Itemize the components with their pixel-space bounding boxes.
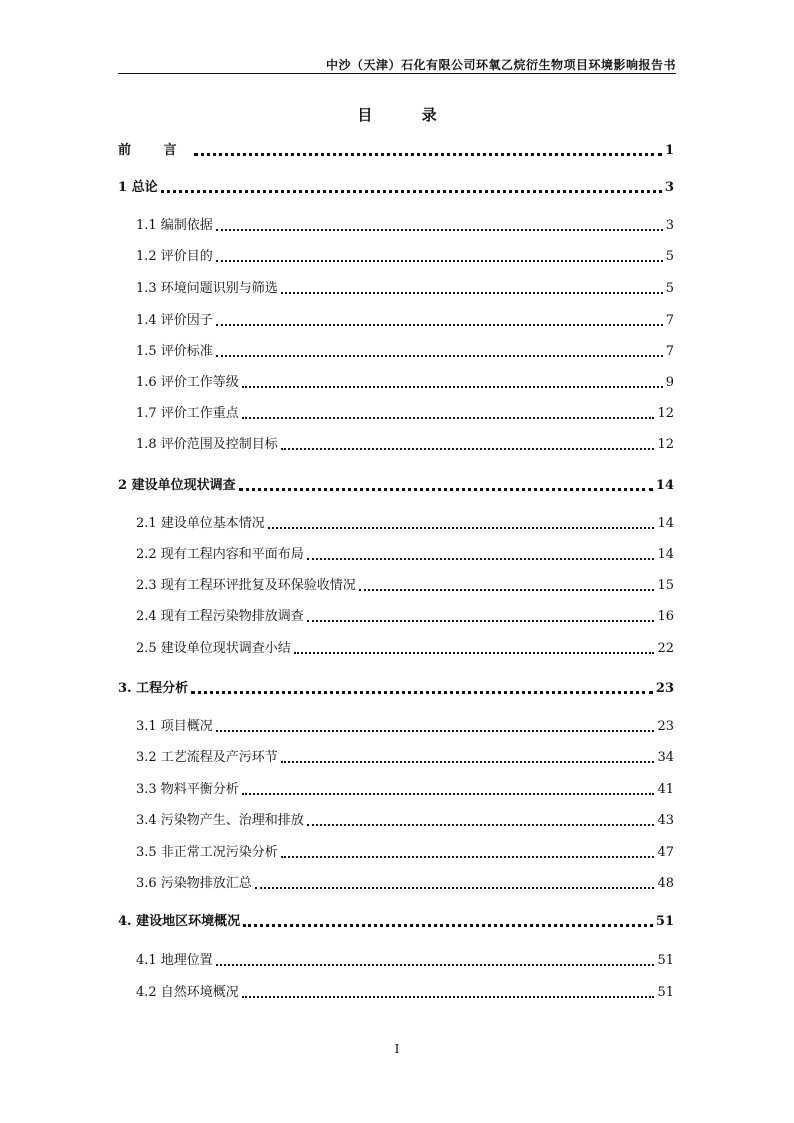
dot-leader — [281, 292, 663, 294]
toc-entry-1-1[interactable] — [118, 217, 674, 235]
dot-leader — [242, 386, 663, 388]
toc-entry-2-5[interactable] — [118, 640, 674, 658]
toc-entry-preface[interactable] — [118, 142, 674, 160]
toc-entry-label: 2.5 建设单位现状调查小结 — [136, 641, 291, 656]
toc-entry-label: 3.4 污染物产生、治理和排放 — [136, 813, 304, 828]
dot-leader — [242, 996, 655, 998]
toc-entry-label: 1.8 评价范围及控制目标 — [136, 437, 278, 452]
toc-entry-3-5[interactable] — [118, 844, 674, 862]
toc-entry-2-4[interactable] — [118, 608, 674, 626]
toc-entry-1-5[interactable] — [118, 343, 674, 361]
dot-leader — [307, 558, 655, 560]
toc-entry-page: 5 — [665, 249, 674, 264]
toc-entry-page: 51 — [657, 985, 674, 1000]
toc-entry-label: 4. 建设地区环境概况 — [118, 914, 241, 929]
dot-leader — [216, 229, 663, 231]
dot-leader — [268, 527, 655, 529]
toc-entry-page: 1 — [664, 143, 674, 158]
dot-leader — [359, 589, 655, 591]
toc-entry-1-8[interactable] — [118, 436, 674, 454]
toc-entry-label: 1.1 编制依据 — [136, 218, 213, 233]
dot-leader — [216, 355, 663, 357]
dot-leader — [242, 793, 655, 795]
dot-leader — [281, 856, 655, 858]
toc-entry-label: 4.1 地理位置 — [136, 953, 213, 968]
toc-entry-1-3[interactable] — [118, 280, 674, 298]
toc-entry-label: 2.1 建设单位基本情况 — [136, 516, 265, 531]
toc-entry-page: 3 — [665, 218, 674, 233]
toc-entry-label: 3.2 工艺流程及产污环节 — [136, 750, 278, 765]
toc-entry-page: 43 — [657, 813, 674, 828]
toc-entry-label: 3. 工程分析 — [118, 681, 189, 696]
toc-entry-label: 1 总论 — [118, 180, 158, 195]
toc-entry-page: 51 — [655, 914, 674, 929]
toc-entry-page: 3 — [664, 180, 674, 195]
toc-entry-chapter-2[interactable] — [118, 477, 674, 495]
toc-entry-page: 14 — [657, 516, 674, 531]
toc-entry-page: 16 — [657, 609, 674, 624]
toc-entry-page: 23 — [655, 681, 674, 696]
dot-leader — [216, 260, 663, 262]
toc-entry-label: 1.4 评价因子 — [136, 313, 213, 328]
toc-entry-page: 5 — [665, 281, 674, 296]
dot-leader — [191, 691, 653, 694]
toc-entry-chapter-4[interactable] — [118, 913, 674, 931]
header-divider — [118, 73, 676, 74]
toc-entry-label: 1.2 评价目的 — [136, 249, 213, 264]
dot-leader — [161, 190, 662, 193]
toc-entry-page: 47 — [657, 845, 674, 860]
toc-entry-1-7[interactable] — [118, 405, 674, 423]
toc-entry-page: 12 — [657, 406, 674, 421]
dot-leader — [194, 153, 662, 156]
toc-entry-label: 2 建设单位现状调查 — [118, 478, 236, 493]
toc-entry-1-4[interactable] — [118, 312, 674, 330]
running-header: 中沙（天津）石化有限公司环氧乙烷衍生物项目环境影响报告书 — [325, 58, 676, 72]
toc-entry-label: 1.3 环境问题识别与筛选 — [136, 281, 278, 296]
toc-entry-label: 2.4 现有工程污染物排放调查 — [136, 609, 304, 624]
toc-entry-label: 1.7 评价工作重点 — [136, 406, 239, 421]
toc-entry-page: 14 — [655, 478, 674, 493]
toc-entry-label: 3.3 物料平衡分析 — [136, 782, 239, 797]
toc-entry-2-1[interactable] — [118, 515, 674, 533]
toc-entry-1-6[interactable] — [118, 374, 674, 392]
toc-entry-label: 3.5 非正常工况污染分析 — [136, 845, 278, 860]
toc-entry-label: 3.1 项目概况 — [136, 719, 213, 734]
dot-leader — [307, 824, 655, 826]
toc-entry-chapter-3[interactable] — [118, 680, 674, 698]
toc-entry-label: 前 言 — [118, 143, 191, 158]
toc-title: 目 录 — [357, 106, 459, 124]
dot-leader — [243, 924, 653, 927]
toc-entry-page: 48 — [657, 876, 674, 891]
toc-entry-label: 2.2 现有工程内容和平面布局 — [136, 547, 304, 562]
toc-entry-4-2[interactable] — [118, 984, 674, 1002]
toc-entry-page: 51 — [657, 953, 674, 968]
toc-entry-1-2[interactable] — [118, 248, 674, 266]
toc-entry-label: 3.6 污染物排放汇总 — [136, 876, 252, 891]
toc-entry-chapter-1[interactable] — [118, 179, 674, 197]
toc-entry-3-3[interactable] — [118, 781, 674, 799]
toc-entry-page: 15 — [657, 578, 674, 593]
toc-entry-3-4[interactable] — [118, 812, 674, 830]
toc-entry-4-1[interactable] — [118, 952, 674, 970]
dot-leader — [281, 761, 655, 763]
page-number: I — [394, 1042, 400, 1056]
toc-entry-3-2[interactable] — [118, 749, 674, 767]
toc-entry-3-1[interactable] — [118, 718, 674, 736]
toc-entry-page: 9 — [665, 375, 674, 390]
dot-leader — [216, 964, 655, 966]
toc-entry-page: 23 — [657, 719, 674, 734]
toc-entry-label: 1.6 评价工作等级 — [136, 375, 239, 390]
toc-entry-page: 12 — [657, 437, 674, 452]
toc-entry-page: 14 — [657, 547, 674, 562]
toc-entry-2-3[interactable] — [118, 577, 674, 595]
dot-leader — [216, 324, 663, 326]
toc-entry-page: 34 — [657, 750, 674, 765]
dot-leader — [281, 448, 655, 450]
dot-leader — [216, 730, 655, 732]
toc-entry-page: 22 — [657, 641, 674, 656]
toc-entry-2-2[interactable] — [118, 546, 674, 564]
toc-entry-label: 1.5 评价标准 — [136, 344, 213, 359]
toc-entry-3-6[interactable] — [118, 875, 674, 893]
toc-entry-page: 7 — [665, 313, 674, 328]
toc-entry-page: 41 — [657, 782, 674, 797]
toc-entry-label: 4.2 自然环境概况 — [136, 985, 239, 1000]
toc-entry-label: 2.3 现有工程环评批复及环保验收情况 — [136, 578, 356, 593]
toc-entry-page: 7 — [665, 344, 674, 359]
dot-leader — [255, 887, 655, 889]
dot-leader — [242, 417, 655, 419]
dot-leader — [294, 652, 655, 654]
dot-leader — [307, 620, 655, 622]
dot-leader — [239, 488, 653, 491]
